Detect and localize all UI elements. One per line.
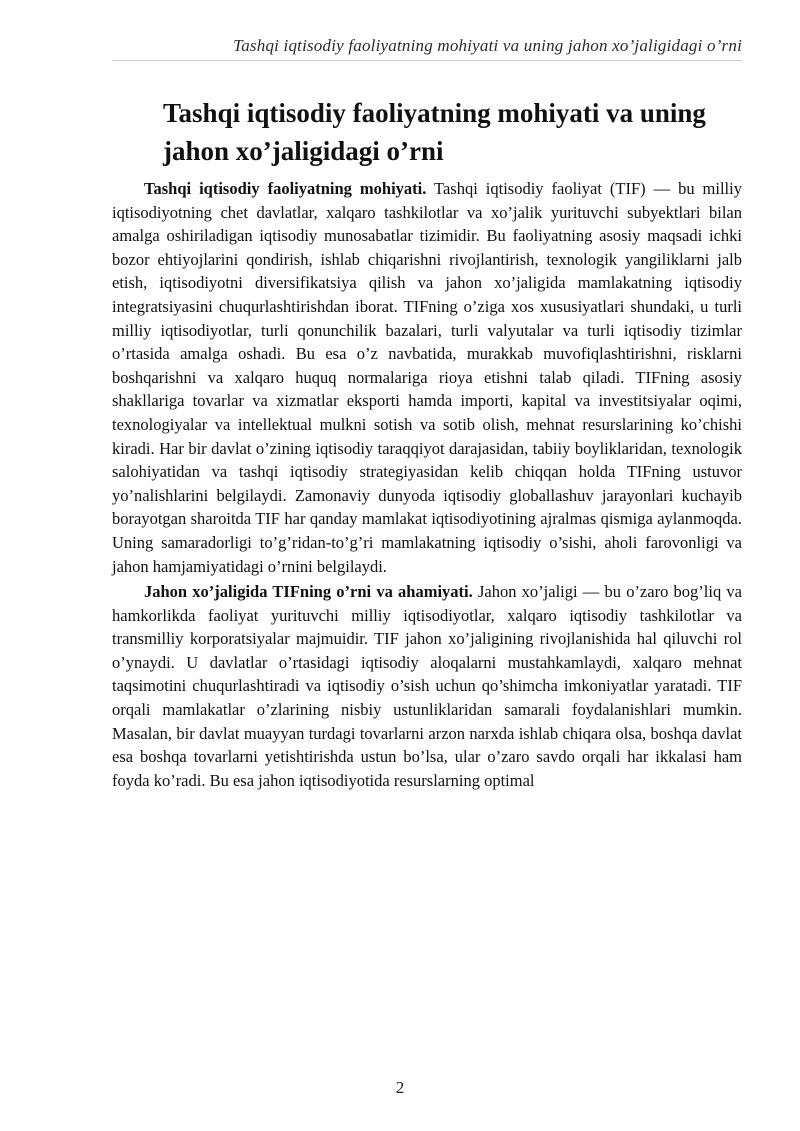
running-header: Tashqi iqtisodiy faoliyatning mohiyati va uning jahon xo’jaligidagi o’rni — [233, 36, 742, 55]
paragraph-text: Tashqi iqtisodiy faoliyat (TIF) — bu milliy iqtisodiyotning chet davlatlar, xalqaro tashkilotlar va xo’jalik yurituvchi subyektlari bilan amalga oshiriladigan iqtisodiy munosabatlar tizimidir. Bu faoliyatning asosiy maqsadi ichki bozor ehtiyojlarini qondirish, ishlab chiqarishni rivojlantirish, texnologik yangiliklarni jalb etish, iqtisodiyotni diversifikatsiya qilish va jahon xo’jaligida mamlakatning iqtisodiy integratsiyasini chuqurlashtirishdan iborat. TIFning o’ziga xos xususiyatlari shundaki, u turli milliy iqtisodiyotlar, turli qonunchilik bazalari, turli valyutalar va turli iqtisodiy tizimlar o’rtasida amalga oshadi. Bu esa o’z navbatida, murakkab muvofiqlashtirishni, risklarni boshqarishni va xalqaro huquq normalariga rioya etishni talab qiladi. TIFning asosiy shakllariga tovarlar va xizmatlar eksporti hamda importi, kapital va investitsiyalar oqimi, texnologiyalar va intellektual mulkni sotish va sotib olish, mehnat resurslarining ko’chishi kiradi. Har bir davlat o’zining iqtisodiy taraqqiyot darajasidan, tabiiy boyliklaridan, texnologik salohiyatidan va tashqi iqtisodiy strategiyasidan kelib chiqqan holda TIFning ustuvor yo’nalishlarini belgilaydi. Zamonaviy dunyoda iqtisodiy globallashuv jarayonlari kuchayib borayotgan sharoitda TIF har qanday mamlakat iqtisodiyotining ajralmas qismiga aylanmoqda. Uning samaradorligi to’g’ridan-to’g’ri mamlakatning iqtisodiy o’sishi, aholi farovonligi va jahon hamjamiyatidagi o’rnini belgilaydi. — [112, 179, 742, 576]
page-number: 2 — [395, 1078, 405, 1097]
header-divider — [112, 60, 742, 61]
chapter-title: Tashqi iqtisodiy faoliyatning mohiyati va uning jahon xo’jaligidagi o’rni — [163, 98, 706, 166]
paragraph-tif-role — [112, 580, 742, 792]
document-body — [112, 177, 742, 792]
section-heading-tif-essence: Tashqi iqtisodiy faoliyatning mohiyati. — [144, 179, 427, 198]
section-heading-tif-role: Jahon xo’jaligida TIFning o’rni va ahamiyati. — [144, 582, 473, 602]
paragraph-text: Jahon xo’jaligi — bu o’zaro bog’liq va hamkorlikda faoliyat yurituvchi milliy iqtisodiyotlar, xalqaro iqtisodiy tashkilotlar va transmilliy korporatsiyalar majmuidir. TIF jahon xo’jaligining rivojlanishida hal qiluvchi rol o’ynaydi. U davlatlar o’rtasidagi iqtisodiy aloqalarni mustahkamlaydi, xalqaro mehnat taqsimotini chuqurlashtiradi va iqtisodiy o’sish uchun qo’shimcha imkoniyatlar yaratadi. TIF orqali mamlakatlar o’zlarining nisbiy ustunliklaridan samarali foydalanishlari mumkin. Masalan, bir davlat muayyan turdagi tovarlarni arzon narxda ishlab chiqara olsa, boshqa davlat esa boshqa tovarlarni yetishtirishda ustun bo’lsa, ular o’zaro savdo orqali har ikkalasi ham foyda ko’radi. Bu esa jahon iqtisodiyotida resurslarning optimal — [112, 582, 742, 790]
paragraph-tif-essence — [112, 177, 742, 578]
